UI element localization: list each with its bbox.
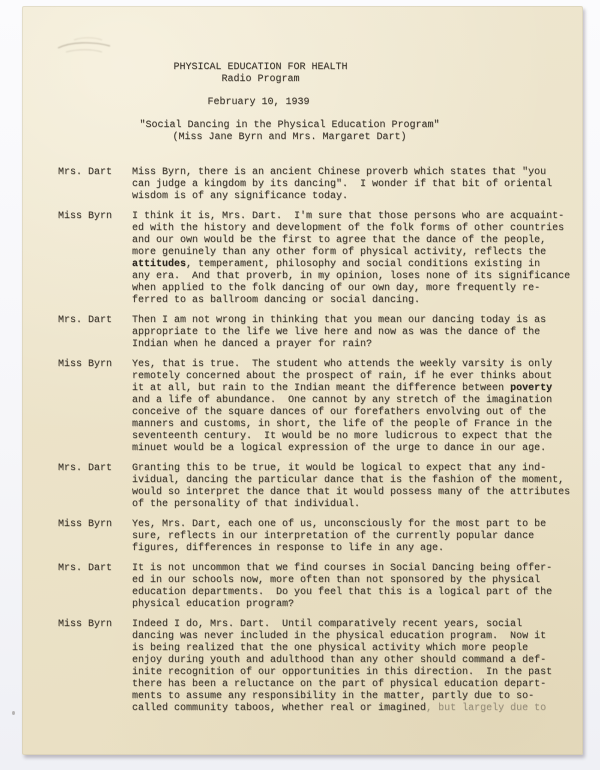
dialogue-row [22, 359, 577, 455]
pencil-smudge-mark [52, 28, 116, 64]
scan-speck [12, 711, 15, 715]
speech-text: Yes, that is true. The student who attends the weekly varsity is only remotely concerned about the prospect of rain, if he ever thinks about it at all, but rain to the Indian meant the difference between poverty and a life of abundance. One cannot by any stretch of the imagination conceive of the square dances of our forefathers envolving out of the manners and customs, in short, the life of the people of France in the seventeenth century. It would be no more ludicrous to expect that the minuet would be a logical expression of the urge to dance in our age. [132, 359, 553, 454]
episode-speakers: (Miss Jane Byrn and Mrs. Margaret Dart) [172, 132, 407, 143]
dialogue-row [22, 463, 577, 511]
speaker-label: Miss Byrn [58, 519, 113, 530]
dialogue [22, 167, 577, 723]
dialogue-row [22, 315, 577, 351]
speech-text: I think it is, Mrs. Dart. I'm sure that those persons who are acquaint- ed with the history and development of the folk forms of other countries and our own would be the first to agree that the dance of the people, more genuinely than any other form of physical activity, reflects the attitudes, temperament, philosophy and social conditions existing in any era. And that proverb, in my opinion, loses none of its significance when applied to the folk dancing of our own day, more frequently re- ferred to as ballroom dancing or social dancing. [132, 211, 571, 306]
speech-text: Granting this to be true, it would be logical to expect that any ind- ividual, dancing the particular dance that is the fashion of the moment, would so interpret the dance that it would possess many of the attributes of the personality of that individual. [132, 463, 571, 510]
speech-text: Indeed I do, Mrs. Dart. Until comparatively recent years, social dancing was never included in the physical education program. Now it is being realized that the one physical activity which more people enjoy during youth and adulthood than any other should command a def- inite recognition of our opportunities in this direction. In the past there has been a reluctance on the part of physical education depart- ments to assume any responsibility in the matter, partly due to so- called community taboos, whether real or imagined, but largely due to [132, 619, 553, 714]
program-subtitle: Radio Program [221, 74, 300, 85]
document-header [22, 62, 583, 144]
broadcast-date: February 10, 1939 [207, 97, 310, 108]
speaker-label: Mrs. Dart [58, 463, 113, 474]
dialogue-row [22, 211, 577, 307]
document-page [22, 6, 583, 755]
speaker-label: Mrs. Dart [58, 315, 113, 326]
program-title: PHYSICAL EDUCATION FOR HEALTH [173, 62, 348, 73]
speech-text: It is not uncommon that we find courses in Social Dancing being offer- ed in our schools now, more often than not sponsored by the physical education departments. Do you feel that this is a logical part of the physical education program? [132, 563, 553, 610]
episode-title: "Social Dancing in the Physical Education Program" [139, 120, 440, 131]
speech-text: Then I am not wrong in thinking that you mean our dancing today is as appropriate to the life we live here and now as was the dance of the Indian when he danced a prayer for rain? [132, 315, 547, 350]
speaker-label: Mrs. Dart [58, 167, 113, 178]
dialogue-row [22, 619, 577, 715]
speaker-label: Miss Byrn [58, 619, 113, 630]
speaker-label: Miss Byrn [58, 211, 113, 222]
speaker-label: Miss Byrn [58, 359, 113, 370]
speaker-label: Mrs. Dart [58, 563, 113, 574]
speech-text: Miss Byrn, there is an ancient Chinese proverb which states that "you can judge a kingdom by its dancing". I wonder if that bit of oriental wisdom is of any significance today. [132, 167, 553, 202]
speech-text: Yes, Mrs. Dart, each one of us, unconsciously for the most part to be sure, reflects in our interpretation of the currently popular dance figures, differences in response to life in any age. [132, 519, 547, 554]
dialogue-row [22, 519, 577, 555]
dialogue-row [22, 563, 577, 611]
dialogue-row [22, 167, 577, 203]
